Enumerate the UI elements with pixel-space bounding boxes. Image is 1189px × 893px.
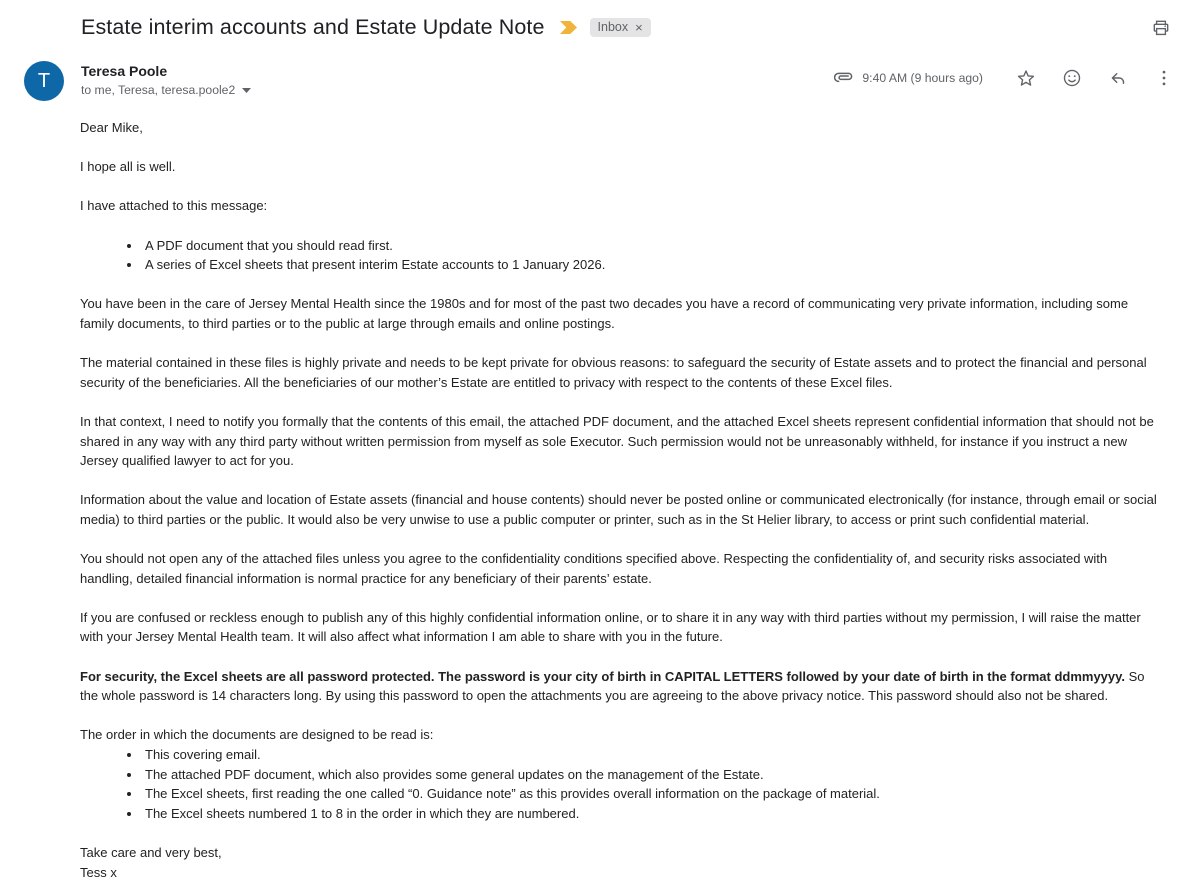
email-subject: Estate interim accounts and Estate Update Note [81, 15, 545, 39]
email-paragraph: In that context, I need to notify you formally that the contents of this email, the attached PDF document, and the attached Excel sheets represent confidential information that should not be shared in any way with any third party without written permission from myself as sole Executor. Such permission would not be unreasonably withheld, for instance if you instruct a new Jersey qualified lawyer to act for you. [80, 413, 1154, 469]
email-paragraph: The material contained in these files is highly private and needs to be kept private for obvious reasons: to safeguard the security of Estate assets and to protect the financial and personal security of the beneficiaries. All the beneficiaries of our mother’s Estate are entitled to privacy with respect to the contents of these Excel files. [80, 355, 1147, 390]
email-list-item: • The attached PDF document, which also provides some general updates on the management of the Estate. [142, 765, 1159, 785]
message-actions [834, 61, 1175, 89]
inbox-label-text: Inbox [597, 20, 629, 34]
email-body [0, 101, 1189, 882]
sender-row [0, 61, 1189, 101]
email-paragraph: For security, the Excel sheets are all password protected. The password is your city of birth in CAPITAL LETTERS followed by your date of birth in the format ddmmyyyy. So the whole password is 14 characters long. By using this password to open the attachments you are agreeing to the above privacy notice. This password should also not be shared. [80, 668, 1145, 704]
star-icon [1015, 67, 1037, 89]
print-icon [1150, 17, 1172, 39]
email-paragraph: Dear Mike, [80, 120, 143, 135]
subject-row [0, 0, 1189, 40]
more-options-button[interactable] [1153, 67, 1175, 89]
email-paragraph: You have been in the care of Jersey Mental Health since the 1980s and for most of the past two decades you have a record of communicating very private information, including some family documents, to third parties or to the public at large through emails and online postings. [80, 296, 1129, 331]
chevron-down-icon [242, 88, 251, 93]
recipient-details-toggle[interactable] [81, 83, 251, 97]
star-button[interactable] [1015, 67, 1037, 89]
email-paragraph: I have attached to this message: [80, 198, 268, 214]
email-paragraph: Information about the value and location of Estate assets (financial and house contents) should never be posted online or communicated electronically (for instance, through email or social media) to third parties or the public. It would also be very unwise to use a public computer or printer, such as in the St Helier library, to access or print such confidential material. [80, 492, 1157, 527]
sender-meta [81, 61, 251, 97]
email-list-item: • The Excel sheets, first reading the one called “0. Guidance note” as this provides overall information on the package of material. [142, 784, 1159, 804]
email-paragraph: If you are confused or reckless enough to publish any of this highly confidential information online, or to share it in any way with third parties without my permission, I will raise the matter with your Jersey Mental Health team. It will also affect what information I am able to share with you in the future. [80, 609, 1141, 645]
more-options-icon [1153, 67, 1175, 89]
email-paragraph: The order in which the documents are designed to be read is: [80, 727, 434, 743]
reply-button[interactable] [1107, 67, 1129, 89]
email-paragraph: You should not open any of the attached files unless you agree to the confidentiality conditions specified above. Respecting the confidentiality of, and security risks associated with handling, detailed financial information is normal practice for any beneficiary of their parents’ estate. [80, 551, 1108, 586]
email-paragraph: Take care and very best, Tess x [80, 844, 222, 880]
print-button[interactable] [1150, 17, 1172, 39]
email-list [80, 236, 1159, 275]
email-list-item: • This covering email. [142, 745, 1159, 765]
timestamp: 9:40 AM (9 hours ago) [862, 71, 983, 85]
recipients-text: to me, Teresa, teresa.poole2 [81, 83, 236, 97]
add-reaction-icon [1061, 67, 1083, 89]
email-paragraph: I hope all is well. [80, 159, 176, 175]
sender-name: Teresa Poole [81, 63, 168, 79]
email-list-item: • A series of Excel sheets that present interim Estate accounts to 1 January 2026. [142, 255, 1159, 275]
attachment-icon [834, 68, 854, 88]
email-list-item: • The Excel sheets numbered 1 to 8 in the order in which they are numbered. [142, 804, 1159, 824]
avatar[interactable]: T [24, 61, 64, 101]
add-reaction-button[interactable] [1061, 67, 1083, 89]
important-marker-icon [560, 21, 577, 34]
inbox-label-close-icon[interactable]: × [635, 19, 643, 35]
email-list-item: • A PDF document that you should read first. [142, 236, 1159, 256]
inbox-label-chip[interactable] [590, 18, 651, 37]
email-paragraph-bold-text: For security, the Excel sheets are all password protected. The password is your city of birth in CAPITAL LETTERS followed by your date of birth in the format ddmmyyyy. [80, 668, 1129, 684]
email-list [80, 745, 1159, 823]
reply-icon [1107, 67, 1129, 89]
